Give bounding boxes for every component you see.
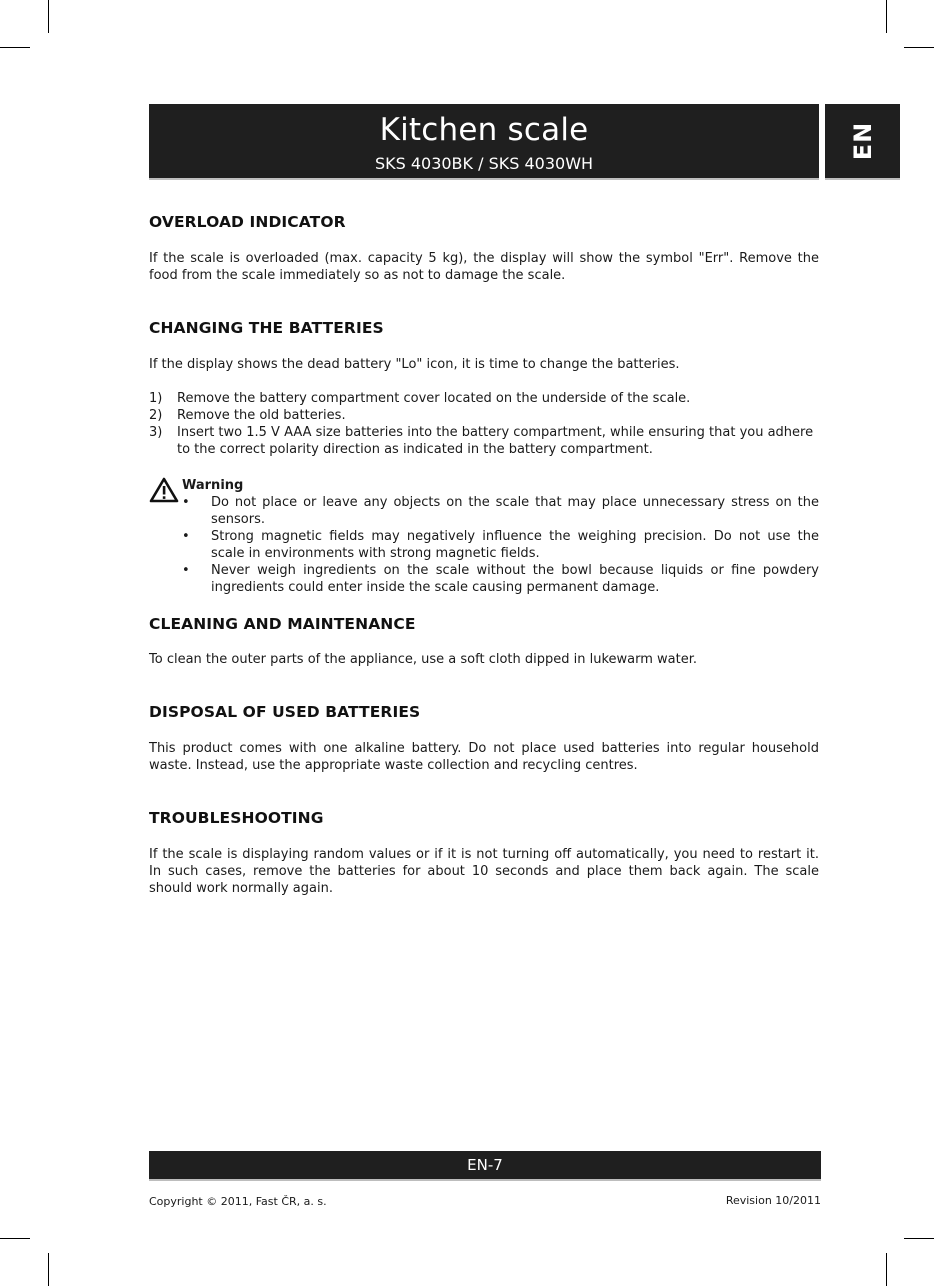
copyright-text: Copyright © 2011, Fast ČR, a. s. — [149, 1195, 327, 1208]
list-item — [149, 562, 819, 596]
crop-mark — [48, 1253, 49, 1286]
list-item — [149, 528, 819, 562]
warning-text: Strong magnetic fields may negatively influence the weighing precision. Do not use the scale in environments with strong magnetic fields. — [211, 529, 819, 561]
page-number: EN-7 — [467, 1156, 503, 1174]
page-title: Kitchen scale — [379, 112, 589, 148]
section-heading: CLEANING AND MAINTENANCE — [149, 615, 416, 633]
list-item — [149, 390, 819, 407]
warning-text: Never weigh ingredients on the scale without the bowl because liquids or fine powdery ingredients could enter inside the scale causing permanent damage. — [211, 563, 819, 595]
bullet: • — [182, 529, 190, 544]
step-text: Remove the battery compartment cover located on the underside of the scale. — [177, 391, 691, 406]
steps-list — [149, 390, 819, 458]
section-text: If the scale is displaying random values or if it is not turning off automatically, you need to restart it. In such cases, remove the batteries for about 10 seconds and place them back again. The scale should work normally again. — [149, 847, 819, 896]
section-overload — [149, 214, 819, 284]
section-batteries — [149, 320, 819, 458]
crop-mark — [48, 0, 49, 33]
crop-mark — [904, 1238, 934, 1239]
step-number: 2) — [149, 408, 163, 423]
step-text: Remove the old batteries. — [177, 408, 346, 423]
section-heading: CHANGING THE BATTERIES — [149, 319, 384, 337]
crop-mark — [904, 47, 934, 48]
section-heading: TROUBLESHOOTING — [149, 809, 324, 827]
language-tab — [825, 104, 900, 178]
page-number-bar — [149, 1151, 821, 1179]
language-label: EN — [848, 121, 877, 161]
crop-mark — [886, 0, 887, 33]
list-item — [149, 407, 819, 424]
section-text: If the scale is overloaded (max. capacity 5 kg), the display will show the symbol "Err". Remove the food from the scale immediately so as not to damage the scale. — [149, 251, 819, 283]
section-intro: If the display shows the dead battery "Lo" icon, it is time to change the batteries. — [149, 357, 680, 372]
crop-mark — [0, 47, 30, 48]
crop-mark — [0, 1238, 30, 1239]
crop-mark — [886, 1253, 887, 1286]
bullet: • — [182, 495, 190, 510]
list-item — [149, 494, 819, 528]
section-troubleshooting — [149, 810, 819, 897]
step-text: Insert two 1.5 V AAA size batteries into the battery compartment, while ensuring that you adhere to the correct polarity direction as indicated in the battery compartment. — [177, 425, 814, 457]
list-item — [149, 424, 819, 458]
section-text: To clean the outer parts of the appliance, use a soft cloth dipped in lukewarm water. — [149, 652, 698, 667]
section-text: This product comes with one alkaline battery. Do not place used batteries into regular household waste. Instead, use the appropriate waste collection and recycling centres. — [149, 741, 819, 773]
title-banner — [149, 104, 819, 178]
model-subtitle: SKS 4030BK / SKS 4030WH — [374, 154, 594, 173]
warning-text: Do not place or leave any objects on the scale that may place unnecessary stress on the sensors. — [211, 495, 819, 527]
section-heading: OVERLOAD INDICATOR — [149, 213, 346, 231]
step-number: 1) — [149, 391, 163, 406]
section-disposal — [149, 704, 819, 774]
step-number: 3) — [149, 425, 163, 440]
section-heading: DISPOSAL OF USED BATTERIES — [149, 703, 421, 721]
warning-title: Warning — [182, 478, 244, 493]
revision-text: Revision 10/2011 — [725, 1194, 821, 1207]
bullet: • — [182, 563, 190, 578]
warning-list — [149, 494, 819, 596]
section-cleaning — [149, 616, 819, 668]
